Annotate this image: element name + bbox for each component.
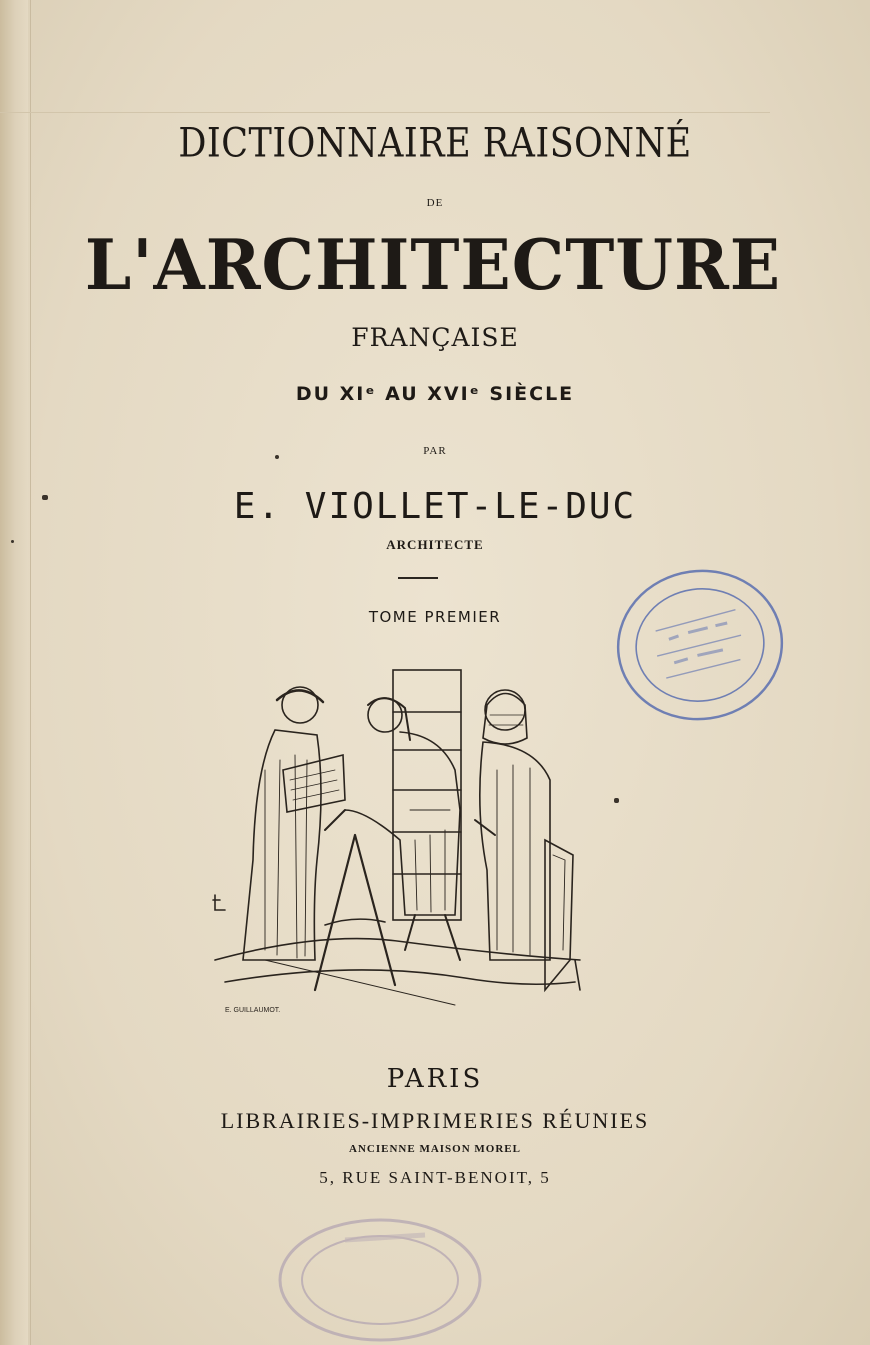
paper-fold-line xyxy=(0,112,770,113)
faint-ownership-stamp xyxy=(275,1210,485,1345)
author-profession: ARCHITECTE xyxy=(386,537,484,552)
divider-rule xyxy=(398,577,438,579)
author-name: E. VIOLLET-LE-DUC xyxy=(233,486,637,527)
imprint-former-house: ANCIENNE MAISON MOREL xyxy=(349,1143,521,1155)
by-label: PAR xyxy=(423,445,447,457)
volume-label: TOME PREMIER xyxy=(368,608,502,626)
title-qualifier: FRANÇAISE xyxy=(351,323,519,352)
imprint-city: PARIS xyxy=(386,1064,484,1094)
library-stamp xyxy=(610,555,790,735)
subtitle-period: DU XIᵉ AU XVIᵉ SIÈCLE xyxy=(295,383,575,405)
engraver-credit: E. GUILLAUMOT. xyxy=(225,1007,281,1014)
ink-speck xyxy=(614,798,619,803)
imprint-publisher: LIBRAIRIES-IMPRIMERIES RÉUNIES xyxy=(220,1108,650,1133)
title-connector: DE xyxy=(426,197,444,209)
main-title: L'ARCHITECTURE xyxy=(84,224,782,306)
engraving-illustration xyxy=(205,660,590,1020)
title-line-1: DICTIONNAIRE RAISONNÉ xyxy=(178,121,692,167)
imprint-address: 5, RUE SAINT-BENOIT, 5 xyxy=(319,1168,551,1187)
